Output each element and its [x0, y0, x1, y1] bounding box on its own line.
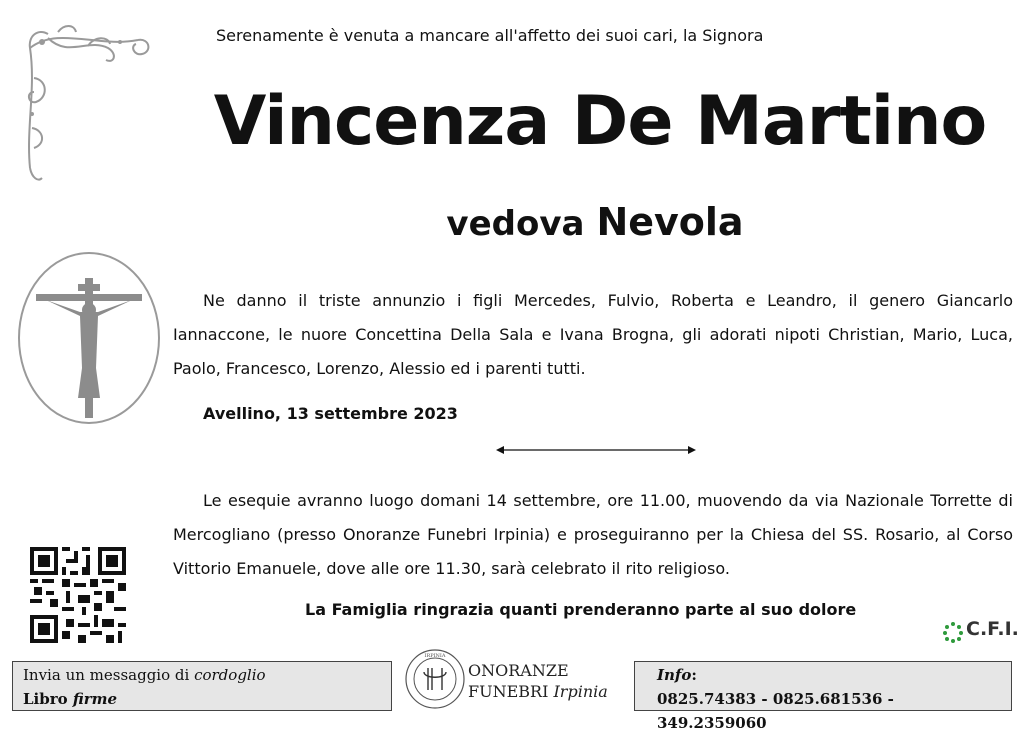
cfi-label: C.F.I.: [966, 618, 1019, 640]
widow-line: [0, 200, 1024, 244]
thanks-line: La Famiglia ringrazia quanti prenderanno parte al suo dolore: [305, 600, 857, 619]
qr-code-icon[interactable]: [30, 547, 126, 643]
logo-line-2b: Irpinia: [553, 682, 608, 701]
place-date: Avellino, 13 settembre 2023: [203, 404, 458, 423]
family-paragraph: Ne danno il triste annunzio i figli Mercedes, Fulvio, Roberta e Leandro, il genero Giancarlo Iannaccone, le nuore Concettina Della Sala e Ivana Brogna, gli adorati nipoti Christian, Mario, Luca, Paolo, Francesco, Lorenzo, Alessio ed i parenti tutti.: [173, 291, 1013, 378]
info-box: [634, 661, 1012, 732]
condolence-text: Invia un messaggio di: [23, 666, 195, 684]
condolence-italic: cordoglio: [194, 666, 266, 684]
widow-prefix: vedova: [446, 204, 585, 244]
intro-text: Serenamente è venuta a mancare all'affetto dei suoi cari, la Signora: [216, 26, 764, 45]
logo-line-2a: FUNEBRI: [468, 682, 554, 701]
cfi-logo-icon: [942, 621, 964, 643]
logo-line-1: ONORANZE: [468, 661, 569, 680]
funeral-logo-icon: [404, 648, 466, 710]
condolence-box[interactable]: [12, 661, 392, 711]
info-label: Info: [657, 666, 692, 684]
guestbook-link[interactable]: [23, 687, 381, 711]
guestbook-text: Libro: [23, 690, 73, 708]
funeral-home-name: [468, 660, 608, 702]
crucifix-icon: [16, 250, 162, 426]
widow-surname: Nevola: [596, 200, 744, 244]
funeral-paragraph: Le esequie avranno luogo domani 14 settembre, ore 11.00, muovendo da via Nazionale Torrette di Mercogliano (presso Onoranze Funebri Irpinia) e proseguiranno per la Chiesa del SS. Rosario, al Corso Vittorio Emanuele, dove alle ore 11.30, sarà celebrato il rito religioso.: [173, 491, 1013, 578]
double-arrow-icon: [494, 443, 698, 457]
info-phones[interactable]: 0825.74383 - 0825.681536 - 349.2359060: [657, 690, 894, 732]
logo-line-2: [468, 681, 608, 702]
deceased-name: Vincenza De Martino: [213, 82, 987, 161]
guestbook-italic: firme: [72, 690, 118, 708]
info-label-row: Info:: [657, 666, 697, 684]
logo-ring-text: IRPINIA: [424, 653, 446, 659]
condolence-message-link[interactable]: [23, 663, 381, 687]
